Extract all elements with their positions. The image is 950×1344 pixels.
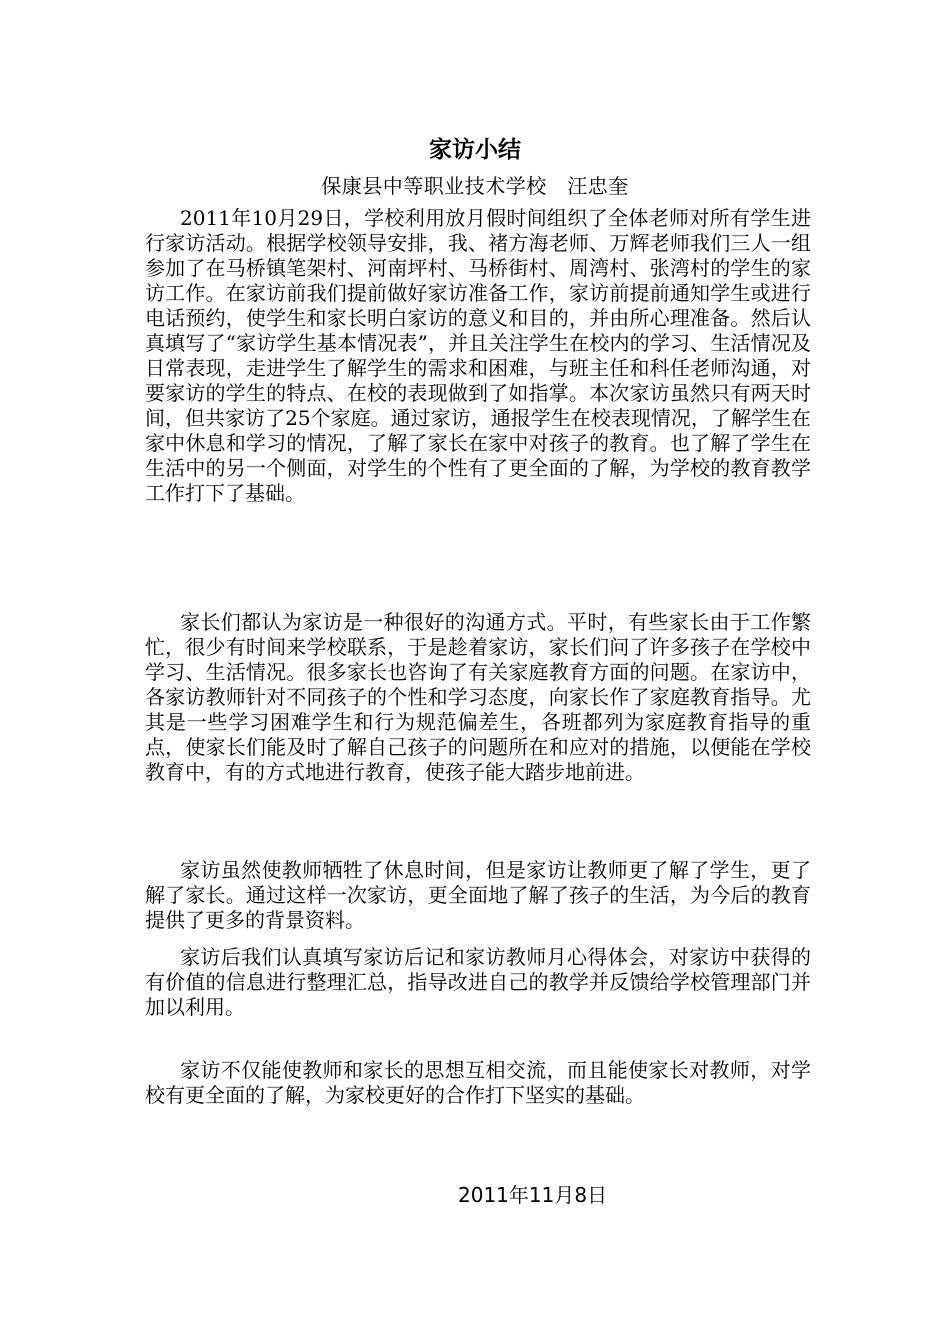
paragraph-2: 家长们都认为家访是一种很好的沟通方式。平时，有些家长由于工作繁忙，很少有时间来学校联系，于是趁着家访，家长们问了许多孩子在学校中学习、生活情况。很多家长也咨询了有关家庭教育方面的问题。在家访中，各家访教师针对不同孩子的个性和学习态度，向家长作了家庭教育指导。尤其是一些学习困难学生和行为规范偏差生，各班都列为家庭教育指导的重点，使家长们能及时了解自己孩子的问题所在和应对的措施，以便能在学校教育中，有的方式地进行教育，使孩子能大踏步地前进。: [145, 610, 811, 784]
paragraph-5: 家访不仅能使教师和家长的思想互相交流，而且能使家长对教师，对学校有更全面的了解，为家校更好的合作打下坚实的基础。: [145, 1058, 811, 1107]
paragraph-3: 家访虽然使教师牺牲了休息时间，但是家访让教师更了解了学生，更了解了家长。通过这样一次家访，更全面地了解了孩子的生活，为今后的教育提供了更多的背景资料。: [145, 858, 811, 932]
document-date: 2011年11月8日: [458, 1183, 608, 1207]
paragraph-4: 家访后我们认真填写家访后记和家访教师月心得体会，对家访中获得的有价值的信息进行整理汇总，指导改进自己的教学并反馈给学校管理部门并加以利用。: [145, 945, 811, 1019]
document-title: 家访小结: [429, 137, 521, 163]
paragraph-1: 2011年10月29日，学校利用放月假时间组织了全体老师对所有学生进行家访活动。根据学校领导安排，我、褚方海老师、万辉老师我们三人一组参加了在马桥镇笔架村、河南坪村、马桥街村、周湾村、张湾村的学生的家访工作。在家访前我们提前做好家访准备工作，家访前提前通知学生或进行电话预约，使学生和家长明白家访的意义和目的，并由所心理准备。然后认真填写了“家访学生基本情况表”，并且关注学生在校内的学习、生活情况及日常表现，走进学生了解学生的需求和困难，与班主任和科任老师沟通，对要家访的学生的特点、在校的表现做到了如指掌。本次家访虽然只有两天时间，但共家访了25个家庭。通过家访，通报学生在校表现情况，了解学生在家中休息和学习的情况，了解了家长在家中对孩子的教育。也了解了学生在生活中的另一个侧面，对学生的个性有了更全面的了解，为学校的教育教学工作打下了基础。: [145, 206, 811, 505]
author-line: 保康县中等职业技术学校 汪忠奎: [321, 174, 629, 198]
